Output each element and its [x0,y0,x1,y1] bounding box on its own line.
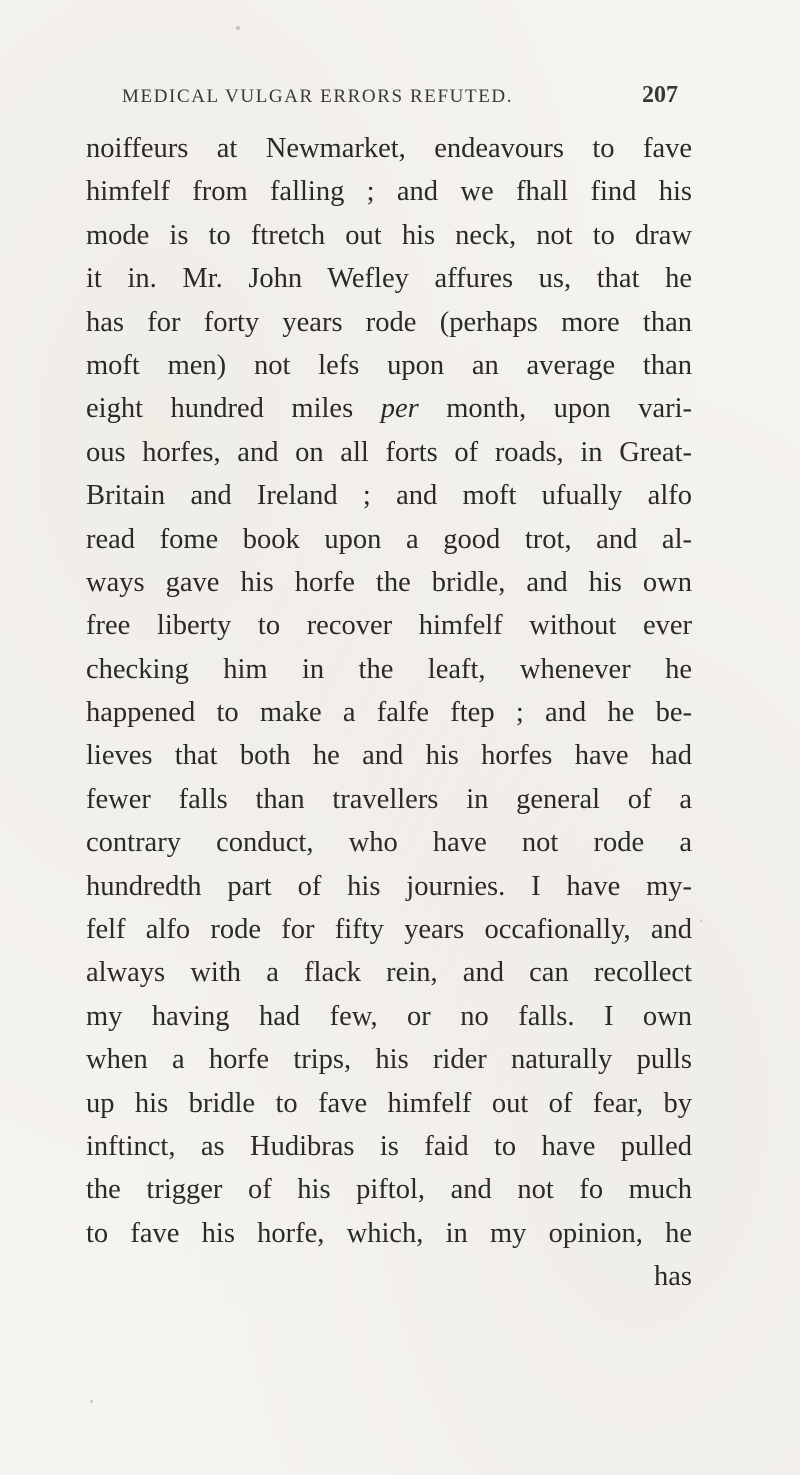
text-line: moft men) not lefs upon an average than [86,349,692,381]
body-text [86,127,692,1299]
italic-word: per [380,393,419,425]
text-line: ous horfes, and on all forts of roads, in Great- [86,436,692,468]
text-line: up his bridle to fave himfelf out of fear, by [86,1087,692,1119]
text-line: noiffeurs at Newmarket, endeavours to fave [86,133,692,164]
paper-speck [700,920,702,922]
text-line: when a horfe trips, his rider naturally pulls [86,1044,692,1076]
text-line: has for forty years rode (perhaps more than [86,306,692,338]
text-segment: eight hundred miles [86,393,381,425]
text-line: lieves that both he and his horfes have had [86,740,692,772]
running-head [0,80,800,112]
text-line: himfelf from falling ; and we fhall find his [86,176,692,208]
text-line: to fave his horfe, which, in my opinion, he [86,1217,692,1249]
text-line: checking him in the leaft, whenever he [86,653,692,685]
text-line: felf alfo rode for fifty years occafionally, and [86,914,692,946]
text-line: happened to make a falfe ftep ; and he be- [86,697,692,729]
text-line: hundredth part of his journies. I have my- [86,870,692,902]
paper-speck [236,26,240,30]
text-line: always with a flack rein, and can recollect [86,957,692,989]
text-segment: month, upon vari- [418,393,693,425]
text-line: inftinct, as Hudibras is faid to have pulled [86,1130,692,1162]
page-number: 207 [642,82,678,108]
catchword: has [654,1261,692,1293]
text-line: it in. Mr. John Wefley affures us, that he [86,263,692,295]
text-line: fewer falls than travellers in general of a [86,783,692,815]
running-title: MEDICAL VULGAR ERRORS REFUTED. [122,86,514,107]
text-line: contrary conduct, who have not rode a [86,827,692,859]
text-line: read fome book upon a good trot, and al- [86,523,692,555]
text-line: Britain and Ireland ; and moft ufually alfo [86,480,692,512]
text-line-with-italic [86,387,692,430]
text-line: my having had few, or no falls. I own [86,1000,692,1032]
text-line: ways gave his horfe the bridle, and his own [86,566,692,598]
text-line: mode is to ftretch out his neck, not to draw [86,219,692,251]
text-line: free liberty to recover himfelf without ever [86,610,692,642]
text-line: the trigger of his piftol, and not fo much [86,1174,692,1206]
paper-speck [90,1400,93,1403]
